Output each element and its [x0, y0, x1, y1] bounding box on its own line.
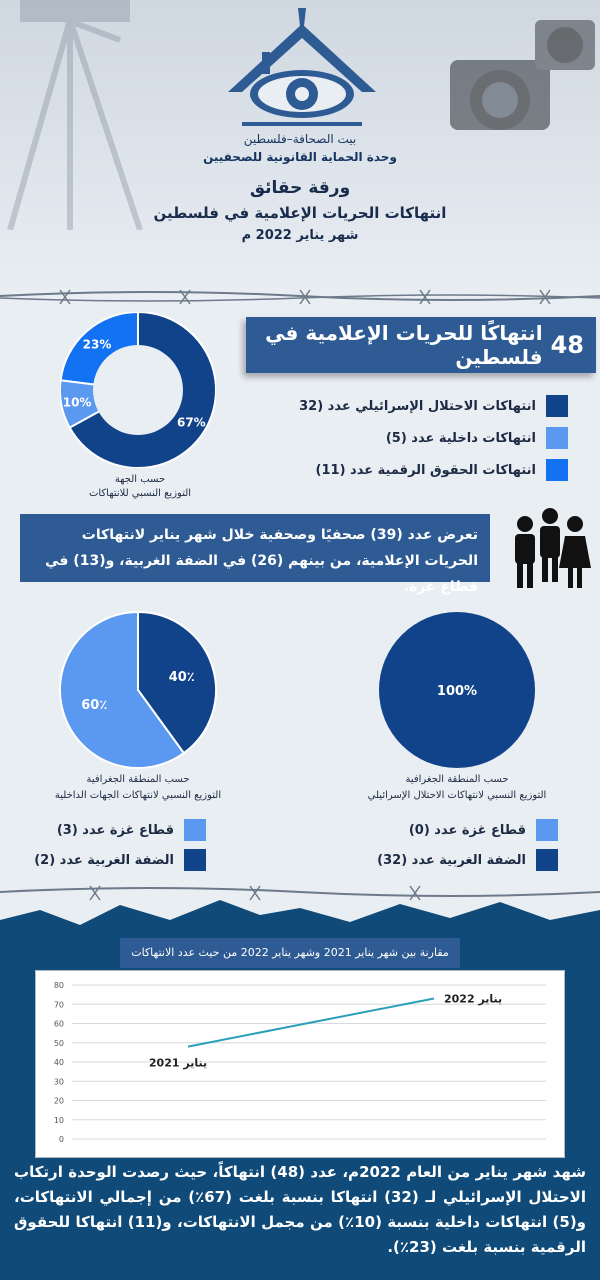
- legend-swatch: [184, 849, 206, 871]
- pie-data-label: 23%: [82, 337, 112, 352]
- internal-pie-caption-1: حسب المنطقة الجغرافية: [86, 774, 190, 785]
- legend-label: الضفة الغربية عدد (32): [377, 852, 526, 868]
- legend-label: انتهاكات الحقوق الرقمية عدد (11): [315, 462, 536, 478]
- occupation-legend-item: [340, 848, 558, 872]
- y-tick-label: 60: [53, 1019, 64, 1029]
- legend-swatch: [546, 459, 568, 481]
- internal-pie-caption-2: التوزيع النسبي لانتهاكات الجهات الداخلية: [54, 790, 222, 801]
- press-house-logo: [222, 6, 382, 130]
- banner-text: انتهاكًا للحريات الإعلامية في فلسطين: [265, 321, 543, 369]
- y-tick-label: 80: [53, 981, 64, 990]
- legend-label: انتهاكات داخلية عدد (5): [385, 430, 536, 446]
- page-title: انتهاكات الحريات الإعلامية في فلسطين: [153, 204, 447, 222]
- y-tick-label: 50: [53, 1038, 64, 1048]
- point-label: يناير 2021: [148, 1056, 208, 1070]
- donut-legend-item: [268, 458, 568, 482]
- internal-legend-item: [0, 818, 206, 842]
- doc-type: ورقة حقائق: [249, 178, 351, 198]
- occupation-pie-caption-1: حسب المنطقة الجغرافية: [405, 774, 509, 785]
- legend-swatch: [184, 819, 206, 841]
- y-tick-label: 40: [53, 1058, 64, 1067]
- legend-label: قطاع غزة عدد (3): [56, 822, 174, 838]
- y-tick-label: 10: [53, 1115, 64, 1125]
- legend-swatch: [546, 395, 568, 417]
- line-chart-title: مقارنة بين شهر يناير 2021 وشهر يناير 2022 من حيث عدد الانتهاكات: [120, 938, 460, 968]
- pie-data-label: 100%: [436, 684, 478, 699]
- pie-data-label: 40٪: [168, 669, 195, 685]
- occupation-geo-pie-chart: [377, 610, 537, 770]
- org-name: بيت الصحافة–فلسطين: [243, 132, 357, 146]
- donut-legend-item: [268, 394, 568, 418]
- donut-chart: [60, 312, 216, 468]
- donut-hole: [93, 345, 183, 435]
- point-label: يناير 2022: [444, 992, 503, 1006]
- occupation-pie-caption-2: التوزيع النسبي لانتهاكات الاحتلال الإسرائيلي: [367, 790, 547, 801]
- pie-data-label: 10%: [62, 395, 92, 410]
- bottom-summary: شهد شهر يناير من العام 2022م، عدد (48) انتهاكاً، حيث رصدت الوحدة ارتكاب الاحتلال الإسرائيلي لـ (32) انتهاكا بنسبة بلغت (67٪) من إجمالي الانتهاكات، و(5) انتهاكات داخلية بنسبة (10٪) من مجمل الانتهاكات، و(11) انتهاكا للحقوق الرقمية بنسبة بلغت (23٪).: [14, 1163, 587, 1256]
- internal-legend-item: [0, 848, 206, 872]
- donut-legend-item: [268, 426, 568, 450]
- legend-label: انتهاكات الاحتلال الإسرائيلي عدد (32: [299, 398, 536, 414]
- y-tick-label: 70: [53, 1000, 64, 1010]
- internal-geo-pie-chart: [58, 610, 218, 770]
- journalists-summary: تعرض عدد (39) صحفيًا وصحفية خلال شهر يناير لانتهاكات الحريات الإعلامية، من بينهم (26) في الضفة الغربية، و(13) في قطاع غزة.: [20, 514, 490, 582]
- legend-swatch: [536, 849, 558, 871]
- donut-caption-2: التوزيع النسبي للانتهاكات: [88, 488, 192, 499]
- legend-swatch: [536, 819, 558, 841]
- pie-data-label: 60٪: [81, 698, 108, 714]
- total-violations-banner: [246, 317, 596, 373]
- pie-data-label: 67%: [176, 415, 206, 430]
- line-chart-panel: [35, 970, 565, 1158]
- legend-swatch: [546, 427, 568, 449]
- donut-caption-1: حسب الجهة: [114, 474, 166, 485]
- total-number: 48: [550, 331, 584, 359]
- series-line: [188, 998, 434, 1046]
- people-icon: [505, 506, 595, 590]
- barbed-wire-divider: [0, 284, 600, 308]
- legend-label: قطاع غزة عدد (0): [408, 822, 526, 838]
- y-tick-label: 30: [53, 1077, 64, 1087]
- y-tick-label: 20: [53, 1096, 64, 1106]
- unit-name: وحدة الحماية القانونية للصحفيين: [203, 150, 397, 164]
- occupation-legend-item: [340, 818, 558, 842]
- legend-label: الضفة الغربية عدد (2): [34, 852, 174, 868]
- line-chart: [36, 971, 564, 1157]
- period: شهر يناير 2022 م: [241, 228, 359, 243]
- y-tick-label: 0: [58, 1135, 64, 1144]
